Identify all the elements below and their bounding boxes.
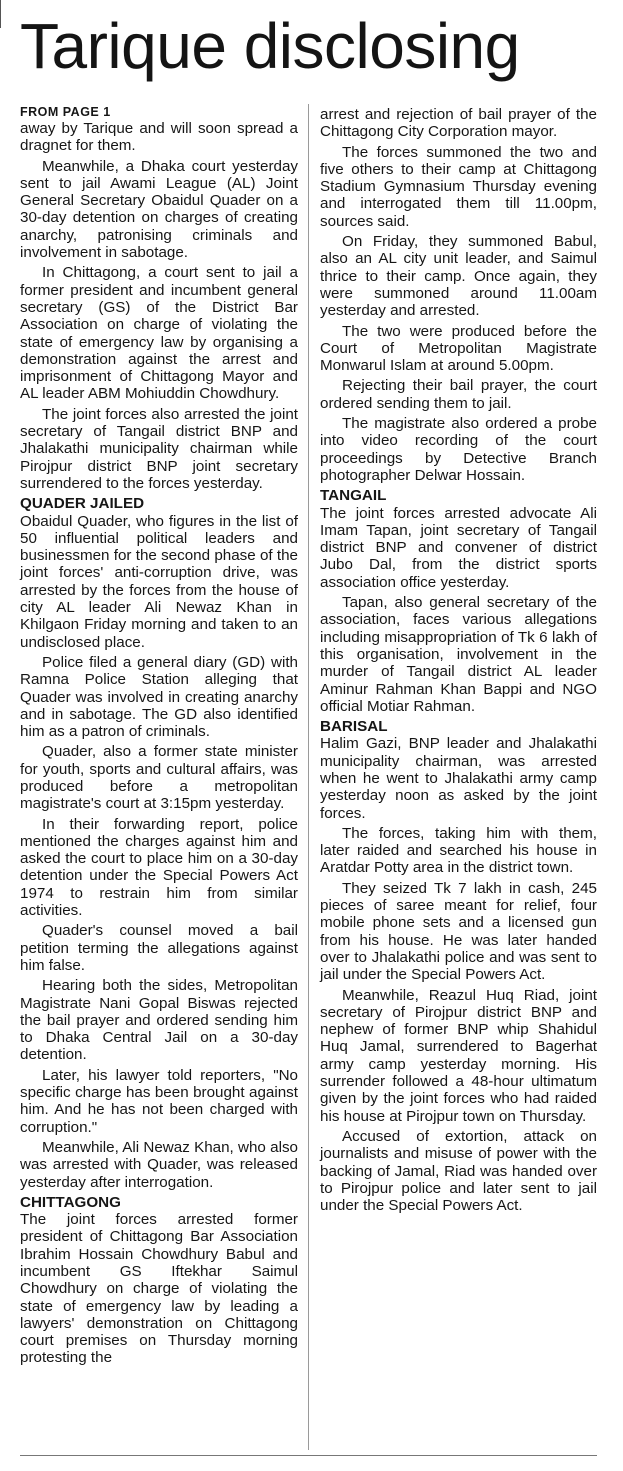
paragraph: The joint forces also arrested the joint secretary of Tangail district BNP and Jhalakathi municipality chairman while Pirojpur district BNP joint secretary surrendered to the forces yesterday. [20,405,298,492]
paragraph: In their forwarding report, police mentioned the charges against him and asked the court to place him on a 30-day detention under the Special Powers Act 1974 to restrain him from similar activities. [20,815,298,920]
paragraph: Meanwhile, Reazul Huq Riad, joint secretary of Pirojpur district BNP and nephew of former BNP whip Shahidul Huq Jamal, surrendered to Bagerhat army camp yesterday morning. His surrender followed a 48-hour ultimatum given by the joint forces who had raided his house at Pirojpur town on Thursday. [320,986,597,1125]
paragraph: Later, his lawyer told reporters, "No specific charge has been brought against him. And he has not been charged with corruption." [20,1066,298,1136]
section-lead: Halim Gazi, BNP leader and Jhalakathi municipality chairman, was arrested when he went to Jhalakathi army camp yesterday noon as asked by the joint forces. [320,735,597,822]
paragraph: Hearing both the sides, Metropolitan Magistrate Nani Gopal Biswas rejected the bail prayer and ordered sending him to Dhaka Central Jail on a 30-day detention. [20,977,298,1064]
paragraph: Quader, also a former state minister for youth, sports and cultural affairs, was produced before a metropolitan magistrate's court at 3:15pm yesterday. [20,743,298,813]
kicker-from-page: FROM PAGE 1 [20,105,111,119]
right-column [320,106,597,1217]
column-divider [308,104,309,1450]
paragraph: Meanwhile, Ali Newaz Khan, who also was arrested with Quader, was released yesterday after interrogation. [20,1138,298,1191]
subhead-chittagong: CHITTAGONG [20,1193,121,1211]
section-lead: The joint forces arrested former president of Chittagong Bar Association Ibrahim Hossain Chowdhury Babul and incumbent GS Iftekhar Saimul Chowdhury on charge of violating the state of emergency law by leading a lawyers' demonstration on Chittagong court premises on Thursday morning protesting the [20,1211,298,1367]
paragraph: The two were produced before the Court of Metropolitan Magistrate Monwarul Islam at around 5.00pm. [320,322,597,375]
paragraph: Meanwhile, a Dhaka court yesterday sent to jail Awami League (AL) Joint General Secretary Obaidul Quader on a 30-day detention on charges of creating anarchy, patronising criminals and involvement in sabotage. [20,157,298,262]
subhead-tangail: TANGAIL [320,487,387,505]
left-edge-rule [0,0,1,28]
section-lead: The joint forces arrested advocate Ali Imam Tapan, joint secretary of Tangail district BNP and convener of district Jubo Dal, from the district sports association office yesterday. [320,504,597,591]
paragraph: On Friday, they summoned Babul, also an AL city unit leader, and Saimul thrice to their camp. Once again, they were summoned around 11.00am yesterday and arrested. [320,233,597,320]
paragraph: They seized Tk 7 lakh in cash, 245 pieces of saree meant for relief, four mobile phone sets and a licensed gun from his house. He was later handed over to Jhalakathi police and was sent to jail under the Special Powers Act. [320,879,597,984]
headline: Tarique disclosing [20,10,520,82]
right-intro: arrest and rejection of bail prayer of the Chittagong City Corporation mayor. [320,106,597,141]
paragraph: Accused of extortion, attack on journalists and misuse of power with the backing of Jamal, Riad was handed over to Pirojpur police and later sent to jail under the Special Powers Act. [320,1127,597,1215]
paragraph: Rejecting their bail prayer, the court ordered sending them to jail. [320,377,597,412]
paragraph: The forces summoned the two and five others to their camp at Chittagong Stadium Gymnasium Thursday evening and interrogated them till 11.00pm, sources said. [320,143,597,230]
paragraph: Tapan, also general secretary of the association, faces various allegations including misappropriation of Tk 6 lakh of this organisation, involvement in the murder of Tangail district AL leader Aminur Rahman Khan Bappi and NGO official Motiar Rahman. [320,594,597,715]
section-lead: Obaidul Quader, who figures in the list of 50 influential political leaders and businessmen for the second phase of the joint forces' anti-corruption drive, was arrested by the forces from the house of city AL leader Ali Newaz Khan in Khilgaon Friday morning and taken to an undisclosed place. [20,512,298,651]
paragraph: The magistrate also ordered a probe into video recording of the court proceedings by Detective Branch photographer Delwar Hossain. [320,415,597,484]
subhead-barisal: BARISAL [320,718,388,736]
paragraph: In Chittagong, a court sent to jail a former president and incumbent general secretary (GS) of the District Bar Association on charge of violating the state of emergency law by organising a demonstration against the arrest and imprisonment of Chittagong Mayor and AL leader ABM Mohiuddin Chowdhury. [20,264,298,403]
paragraph: Police filed a general diary (GD) with Ramna Police Station alleging that Quader was involved in creating anarchy and in sabotage. The GD also identified him as a patron of criminals. [20,653,298,741]
left-column [20,104,298,1370]
paragraph: Quader's counsel moved a bail petition terming the allegations against him false. [20,922,298,974]
left-intro: away by Tarique and will soon spread a dragnet for them. [20,120,298,155]
bottom-rule [20,1455,597,1456]
paragraph: The forces, taking him with them, later raided and searched his house in Aratdar Potty area in the district town. [320,824,597,877]
subhead-quader-jailed: QUADER JAILED [20,495,145,513]
